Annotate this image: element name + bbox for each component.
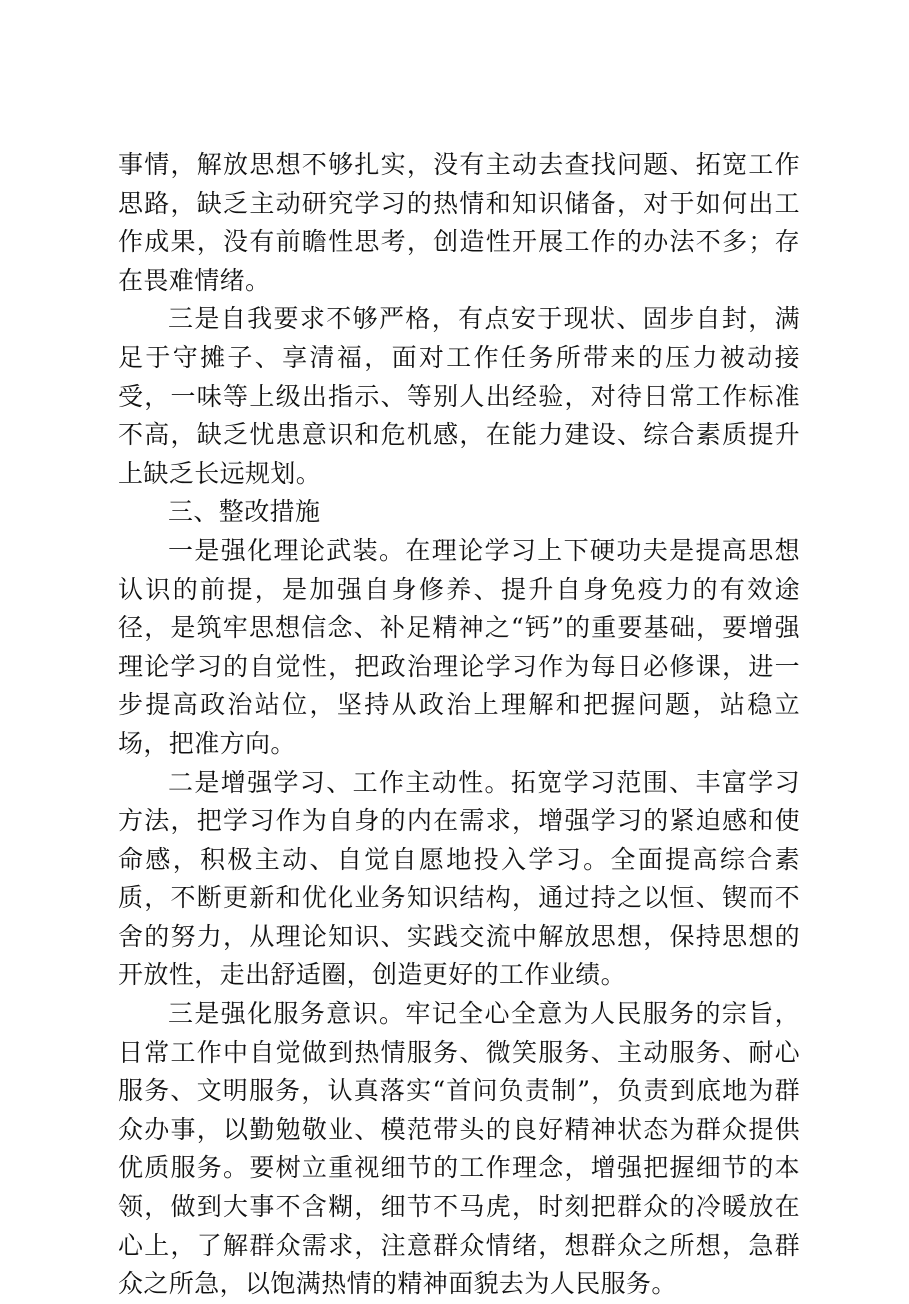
paragraph-continuation: 事情，解放思想不够扎实，没有主动去查找问题、拓宽工作思路，缺乏主动研究学习的热情和知识储备，对于如何出工作成果，没有前瞻性思考，创造性开展工作的办法不多；存在畏难情绪。 <box>118 150 800 295</box>
section-heading-rectification: 三、整改措施 <box>168 497 321 527</box>
paragraph-self-requirement: 三是自我要求不够严格，有点安于现状、固步自封，满足于守摊子、享清福，面对工作任务所带来的压力被动接受，一味等上级出指示、等别人出经验，对待日常工作标准不高，缺乏忧患意识和危机感，在能力建设、综合素质提升上缺乏长远规划。 <box>118 304 800 488</box>
paragraph-service-awareness: 三是强化服务意识。牢记全心全意为人民服务的宗旨，日常工作中自觉做到热情服务、微笑服务、主动服务、耐心服务、文明服务，认真落实“首问负责制”，负责到底地为群众办事，以勤勉敬业、模范带头的良好精神状态为群众提供优质服务。要树立重视细节的工作理念，增强把握细节的本领，做到大事不含糊，细节不马虎，时刻把群众的冷暖放在心上，了解群众需求，注意群众情绪，想群众之所想，急群众之所急，以饱满热情的精神面貌去为人民服务。 <box>118 999 800 1299</box>
paragraph-theory: 一是强化理论武装。在理论学习上下硬功夫是提高思想认识的前提，是加强自身修养、提升自身免疫力的有效途径，是筑牢思想信念、补足精神之“钙”的重要基础，要增强理论学习的自觉性，把政治理论学习作为每日必修课，进一步提高政治站位，坚持从政治上理解和把握问题，站稳立场，把准方向。 <box>118 535 800 758</box>
document-body <box>118 146 800 1304</box>
paragraph-study-initiative: 二是增强学习、工作主动性。拓宽学习范围、丰富学习方法，把学习作为自身的内在需求，增强学习的紧迫感和使命感，积极主动、自觉自愿地投入学习。全面提高综合素质，不断更新和优化业务知识结构，通过持之以恒、锲而不舍的努力，从理论知识、实践交流中解放思想，保持思想的开放性，走出舒适圈，创造更好的工作业绩。 <box>118 767 800 990</box>
